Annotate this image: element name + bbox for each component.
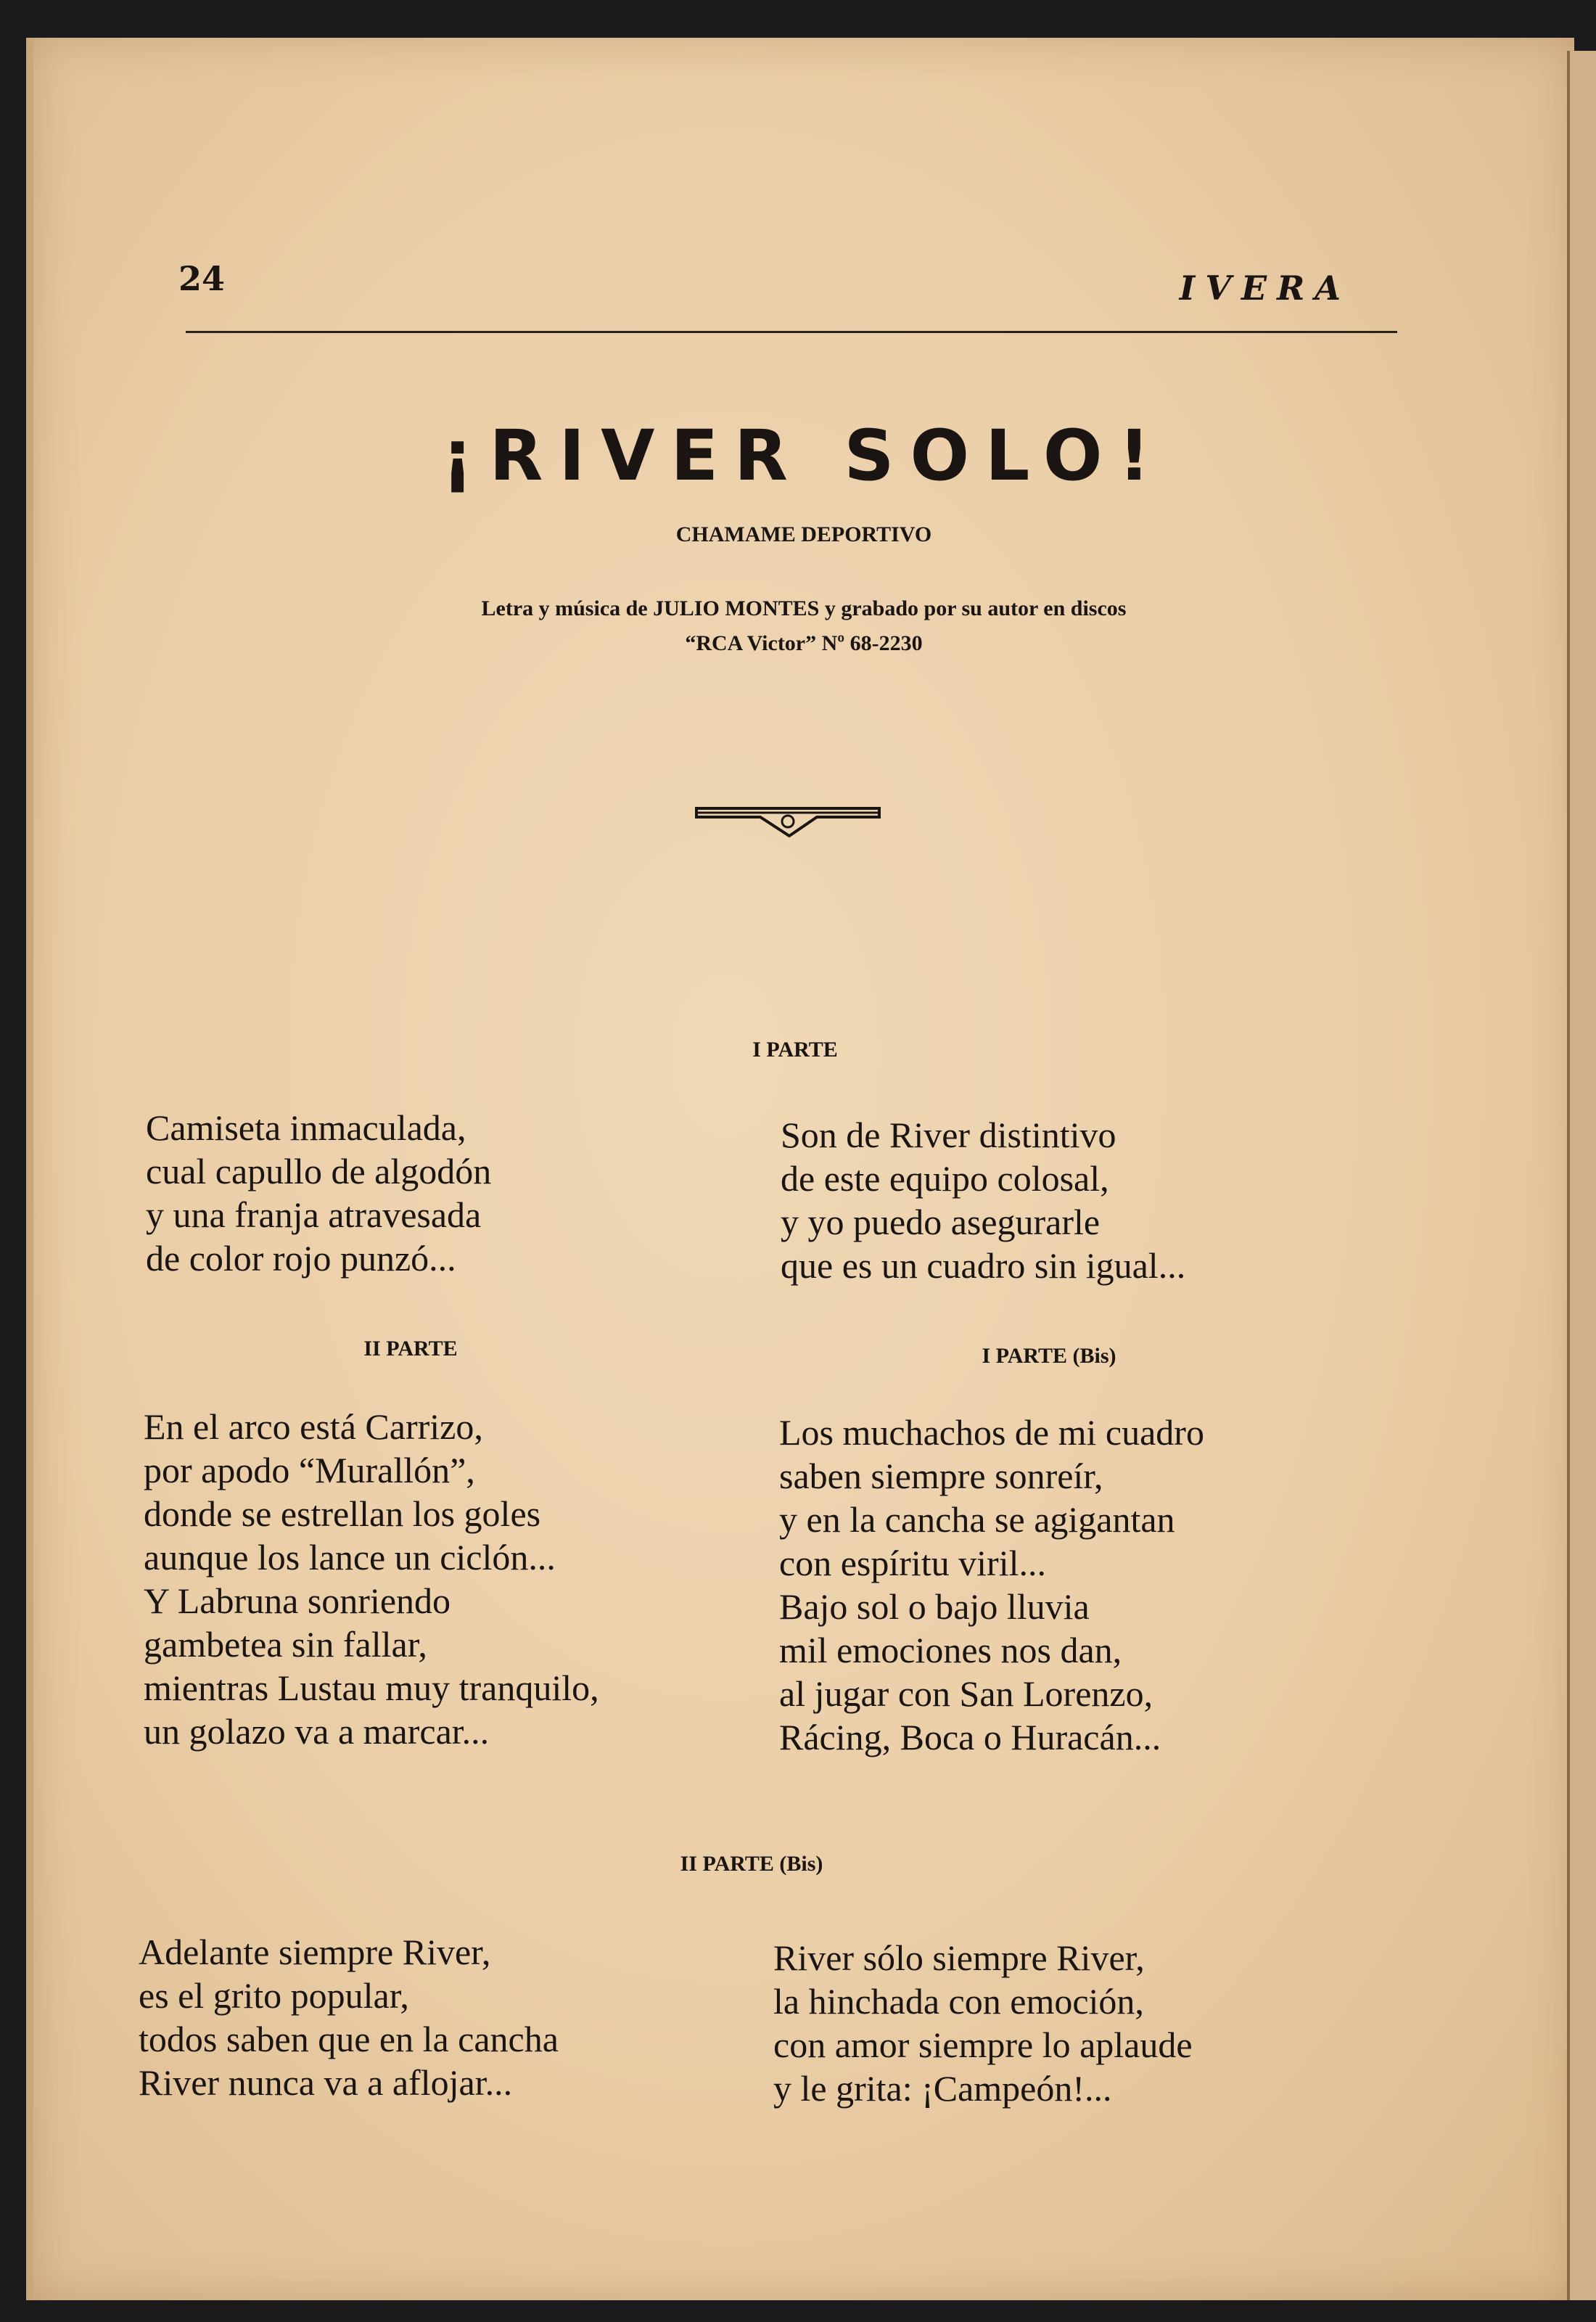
verse-line: mil emociones nos dan, xyxy=(779,1630,1122,1670)
verse-line: Bajo sol o bajo lluvia xyxy=(779,1586,1090,1627)
book-page xyxy=(26,38,1574,2300)
verse-line: En el arco está Carrizo, xyxy=(144,1406,483,1447)
section-heading-parte-1: I PARTE xyxy=(752,1038,838,1062)
song-title: ¡RIVER SOLO! xyxy=(441,415,1167,496)
verse-line: saben siempre sonreír, xyxy=(779,1456,1103,1496)
verse-line: cual capullo de algodón xyxy=(146,1151,492,1191)
verse-line: Adelante siempre River, xyxy=(139,1932,491,1972)
verse-line: de este equipo colosal, xyxy=(781,1158,1109,1199)
verse-line: por apodo “Murallón”, xyxy=(144,1450,475,1490)
verse-line: al jugar con San Lorenzo, xyxy=(779,1673,1153,1714)
verse-line: es el grito popular, xyxy=(139,1975,409,2016)
verse-line: mientras Lustau muy tranquilo, xyxy=(144,1667,599,1708)
running-head: IVERA xyxy=(1179,268,1351,308)
verse-line: de color rojo punzó... xyxy=(146,1238,456,1279)
verse-line: que es un cuadro sin igual... xyxy=(781,1245,1186,1286)
verse-line: con espíritu viril... xyxy=(779,1543,1046,1583)
stanza-parte-1-left xyxy=(146,1106,491,1280)
verse-line: River nunca va a aflojar... xyxy=(139,2062,513,2103)
verse-line: Son de River distintivo xyxy=(781,1115,1116,1155)
verse-line: gambetea sin fallar, xyxy=(144,1624,427,1665)
verse-line: Los muchachos de mi cuadro xyxy=(779,1412,1204,1453)
verse-line: un golazo va a marcar... xyxy=(144,1711,490,1752)
section-heading-parte-1-bis: I PARTE (Bis) xyxy=(982,1344,1116,1368)
adjacent-page-edge xyxy=(1567,51,1596,2300)
verse-line: con amor siempre lo aplaude xyxy=(773,2024,1193,2065)
verse-line: donde se estrellan los goles xyxy=(144,1493,541,1534)
stanza-parte-1-bis xyxy=(779,1411,1204,1759)
verse-line: y en la cancha se agigantan xyxy=(779,1499,1175,1540)
verse-line: Y Labruna sonriendo xyxy=(144,1580,451,1621)
stanza-parte-1-right xyxy=(781,1113,1185,1287)
verse-line: y una franja atravesada xyxy=(146,1194,482,1235)
verse-line: la hinchada con emoción, xyxy=(773,1981,1144,2022)
verse-line: y le grita: ¡Campeón!... xyxy=(773,2068,1112,2109)
song-subtitle: CHAMAME DEPORTIVO xyxy=(675,522,932,546)
credits-line-2: “RCA Victor” Nº 68-2230 xyxy=(685,631,923,655)
credits-line-1: Letra y música de JULIO MONTES y grabado por su autor en discos xyxy=(481,596,1127,620)
verse-line: Rácing, Boca o Huracán... xyxy=(779,1717,1161,1757)
section-heading-parte-2-bis: II PARTE (Bis) xyxy=(680,1852,823,1876)
stanza-parte-2-bis-right xyxy=(773,1936,1193,2110)
stanza-parte-2-bis-left xyxy=(139,1930,559,2104)
verse-line: River sólo siempre River, xyxy=(773,1937,1145,1978)
page-number: 24 xyxy=(178,259,226,298)
section-heading-parte-2: II PARTE xyxy=(363,1337,458,1361)
stanza-parte-2 xyxy=(144,1405,599,1753)
verse-line: todos saben que en la cancha xyxy=(139,2019,559,2059)
verse-line: y yo puedo asegurarle xyxy=(781,1202,1101,1242)
header-rule xyxy=(186,331,1397,333)
verse-line: aunque los lance un ciclón... xyxy=(144,1537,556,1578)
ornament-divider-icon xyxy=(694,801,882,846)
verse-line: Camiseta inmaculada, xyxy=(146,1107,466,1148)
